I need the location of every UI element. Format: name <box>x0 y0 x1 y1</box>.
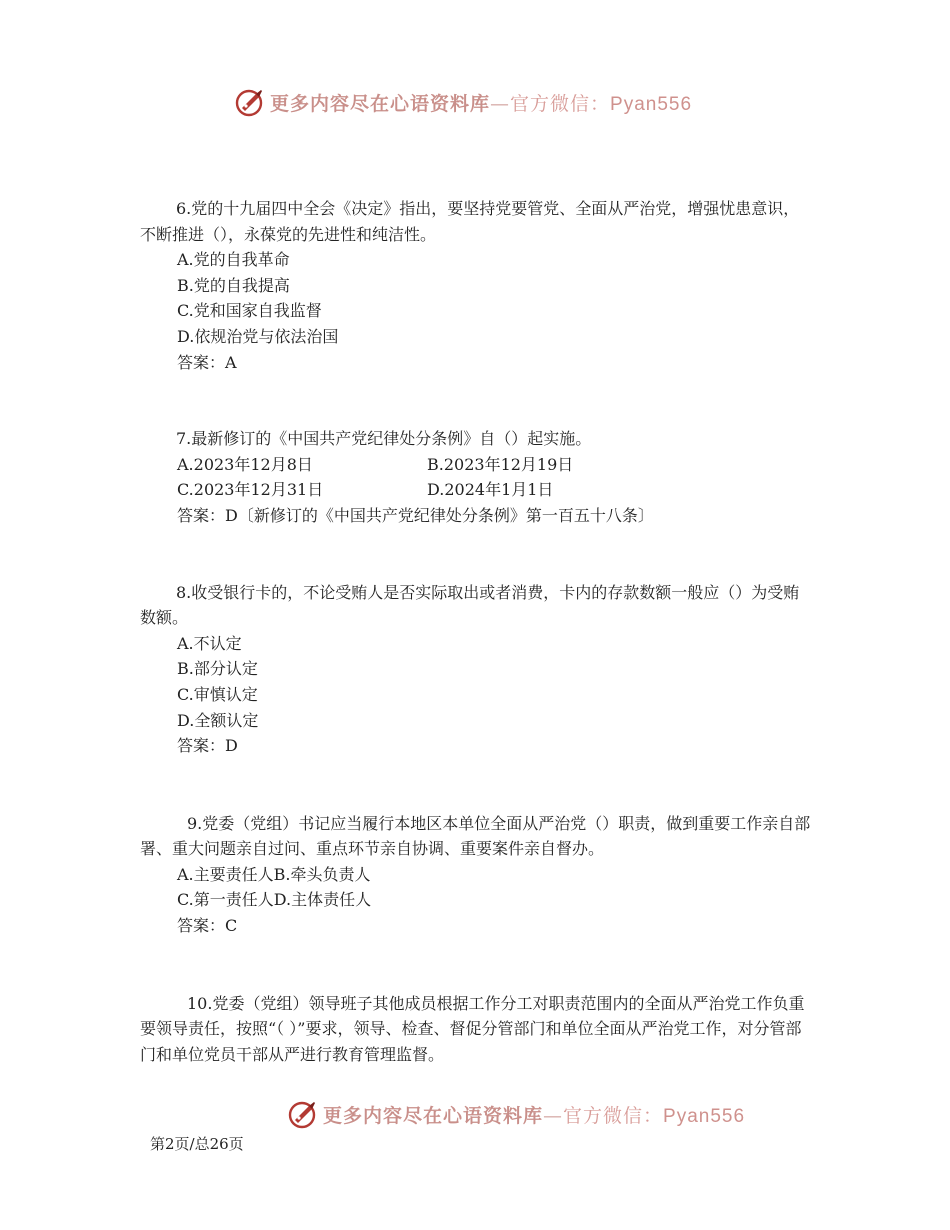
spacer <box>140 375 812 426</box>
pen-logo-icon <box>234 86 266 118</box>
footer-banner <box>287 1096 745 1132</box>
question-7 <box>140 426 812 528</box>
question-stem: 8.收受银行卡的，不论受贿人是否实际取出或者消费，卡内的存款数额一般应（）为受贿数额。 <box>140 582 800 628</box>
question-8 <box>140 580 812 759</box>
spacer <box>140 939 812 991</box>
banner-wechat-label: 官方微信： <box>563 1104 664 1127</box>
question-stem: 7.最新修订的《中国共产党纪律处分条例》自（）起实施。 <box>176 429 592 449</box>
question-9 <box>140 811 812 939</box>
pen-logo-icon <box>287 1098 319 1130</box>
option-c: C.审慎认定 <box>177 684 258 704</box>
header-banner <box>234 84 692 120</box>
question-6 <box>140 196 812 375</box>
question-stem: 10.党委（党组）领导班子其他成员根据工作分工对职责范围内的全面从严治党工作负重要领导责任，按照“（ ）”要求，领导、检查、督促分管部门和单位全面从严治党工作，对分管部门和单位党员干部从严进行教育管理监督。 <box>140 993 805 1064</box>
question-10 <box>140 991 812 1068</box>
question-stem: 9.党委（党组）书记应当履行本地区本单位全面从严治党（）职责，做到重要工作亲自部署、重大问题亲自过问、重点环节亲自协调、重要案件亲自督办。 <box>140 813 811 859</box>
banner-dash: — <box>490 92 511 115</box>
option-b: B.2023年12月19日 <box>427 454 574 474</box>
option-d: D.全额认定 <box>177 710 259 730</box>
banner-prefix: 更多内容尽在心语资料库 <box>270 92 491 115</box>
banner-wechat-label: 官方微信： <box>510 92 611 115</box>
option-b: B.部分认定 <box>177 659 258 679</box>
answer: 答案：D〔新修订的《中国共产党纪律处分条例》第一百五十八条〕 <box>177 505 654 525</box>
option-b: B.党的自我提高 <box>177 275 290 295</box>
option-d: D.2024年1月1日 <box>427 480 554 500</box>
spacer <box>140 759 812 811</box>
page-number: 第2页/总26页 <box>150 1135 244 1153</box>
banner-dash: — <box>543 1104 564 1127</box>
option-d: D.依规治党与依法治国 <box>177 326 339 346</box>
banner-text <box>323 1101 745 1128</box>
banner-text <box>270 89 692 116</box>
answer: 答案：C <box>177 916 238 936</box>
option-row <box>177 477 812 503</box>
option-c: C.2023年12月31日 <box>177 480 324 500</box>
question-stem: 6.党的十九届四中全会《决定》指出，要坚持党要管党、全面从严治党，增强忧患意识，不断推进（），永葆党的先进性和纯洁性。 <box>140 199 800 244</box>
option-a: A.不认定 <box>177 633 242 653</box>
document-body <box>140 196 812 1067</box>
answer: 答案：D <box>177 736 238 756</box>
option-a: A.2023年12月8日 <box>177 454 313 474</box>
banner-prefix: 更多内容尽在心语资料库 <box>323 1104 544 1127</box>
option-c: C.党和国家自我监督 <box>177 301 322 321</box>
banner-wechat-id: Pyan556 <box>610 93 693 115</box>
answer: 答案：A <box>177 352 237 372</box>
spacer <box>140 529 812 580</box>
option-row-cd: C.第一责任人D.主体责任人 <box>177 890 372 910</box>
option-row-ab: A.主要责任人B.牵头负责人 <box>177 864 371 884</box>
option-a: A.党的自我革命 <box>177 250 290 270</box>
banner-wechat-id: Pyan556 <box>663 1105 746 1127</box>
option-row <box>177 452 812 478</box>
